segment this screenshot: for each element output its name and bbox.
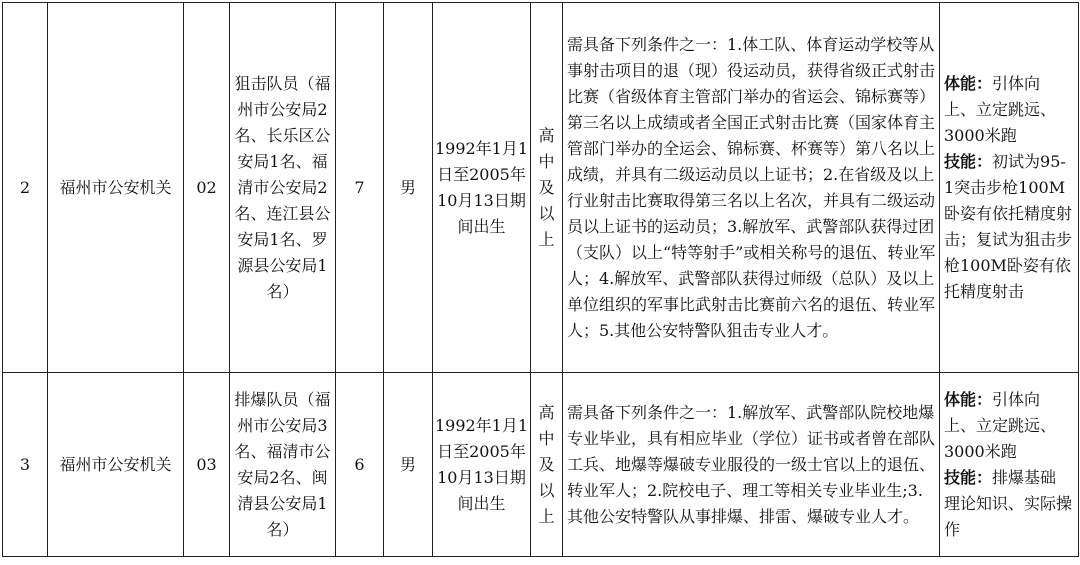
code-cell: 02 [184, 3, 230, 373]
birth-cell: 1992年1月1日至2005年10月13日期间出生 [433, 373, 531, 557]
recruitment-table [2, 2, 1079, 557]
skill-requirement [944, 149, 1072, 305]
skill-requirement [944, 465, 1072, 543]
seq-cell: 3 [3, 373, 48, 557]
seq-cell: 2 [3, 3, 48, 373]
skill-label: 技能： [944, 151, 993, 171]
skill-label: 技能： [944, 467, 993, 487]
position-cell: 狙击队员（福州市公安局2名、长乐区公安局1名、福清市公安局2名、连江县公安局1名、罗源县公安局1名） [230, 3, 336, 373]
physical-requirement [944, 387, 1072, 465]
position-cell: 排爆队员（福州市公安局3名、福清市公安局2名、闽清县公安局1名） [230, 373, 336, 557]
unit-cell: 福州市公安机关 [48, 373, 184, 557]
gender-cell: 男 [384, 373, 433, 557]
physical-label: 体能： [944, 73, 993, 93]
skill-text: 初试为95-1突击步枪100M卧姿有依托精度射击；复试为狙击步枪100M卧姿有依托精度射击 [944, 151, 1073, 301]
skill-text: 排爆基础理论知识、实际操作 [944, 467, 1073, 539]
physical-label: 体能： [944, 389, 993, 409]
unit-cell: 福州市公安机关 [48, 3, 184, 373]
table-row [3, 373, 1079, 557]
education-cell: 高中及以上 [531, 373, 563, 557]
conditions-cell: 需具备下列条件之一：1.体工队、体育运动学校等从事射击项目的退（现）役运动员，获得省级正式射击比赛（省级体育主管部门举办的省运会、锦标赛等）第三名以上成绩或者全国正式射击比赛（国家体育主管部门举办的全运会、锦标赛、杯赛等）第八名以上成绩，并具有二级运动员以上证书；2.在省级及以上行业射击比赛取得第三名以上名次，并具有二级运动员以上证书的运动员；3.解放军、武警部队获得过团（支队）以上“特等射手”或相关称号的退伍、转业军人；4.解放军、武警部队获得过师级（总队）及以上单位组织的军事比武射击比赛前六名的退伍、转业军人；5.其他公安特警队狙击专业人才。 [563, 3, 940, 373]
requirements-cell [940, 3, 1079, 373]
code-cell: 03 [184, 373, 230, 557]
physical-text: 引体向上、立定跳远、3000米跑 [944, 389, 1057, 461]
requirements-cell [940, 373, 1079, 557]
table-row [3, 3, 1079, 373]
physical-text: 引体向上、立定跳远、3000米跑 [944, 73, 1057, 145]
education-cell: 高中及以上 [531, 3, 563, 373]
conditions-cell: 需具备下列条件之一：1.解放军、武警部队院校地爆专业毕业，具有相应毕业（学位）证书或者曾在部队工兵、地爆等爆破专业服役的一级士官以上的退伍、转业军人；2.院校电子、理工等相关专业毕业生;3.其他公安特警队从事排爆、排雷、爆破专业人才。 [563, 373, 940, 557]
physical-requirement [944, 71, 1072, 149]
birth-cell: 1992年1月1日至2005年10月13日期间出生 [433, 3, 531, 373]
count-cell: 7 [336, 3, 384, 373]
count-cell: 6 [336, 373, 384, 557]
gender-cell: 男 [384, 3, 433, 373]
